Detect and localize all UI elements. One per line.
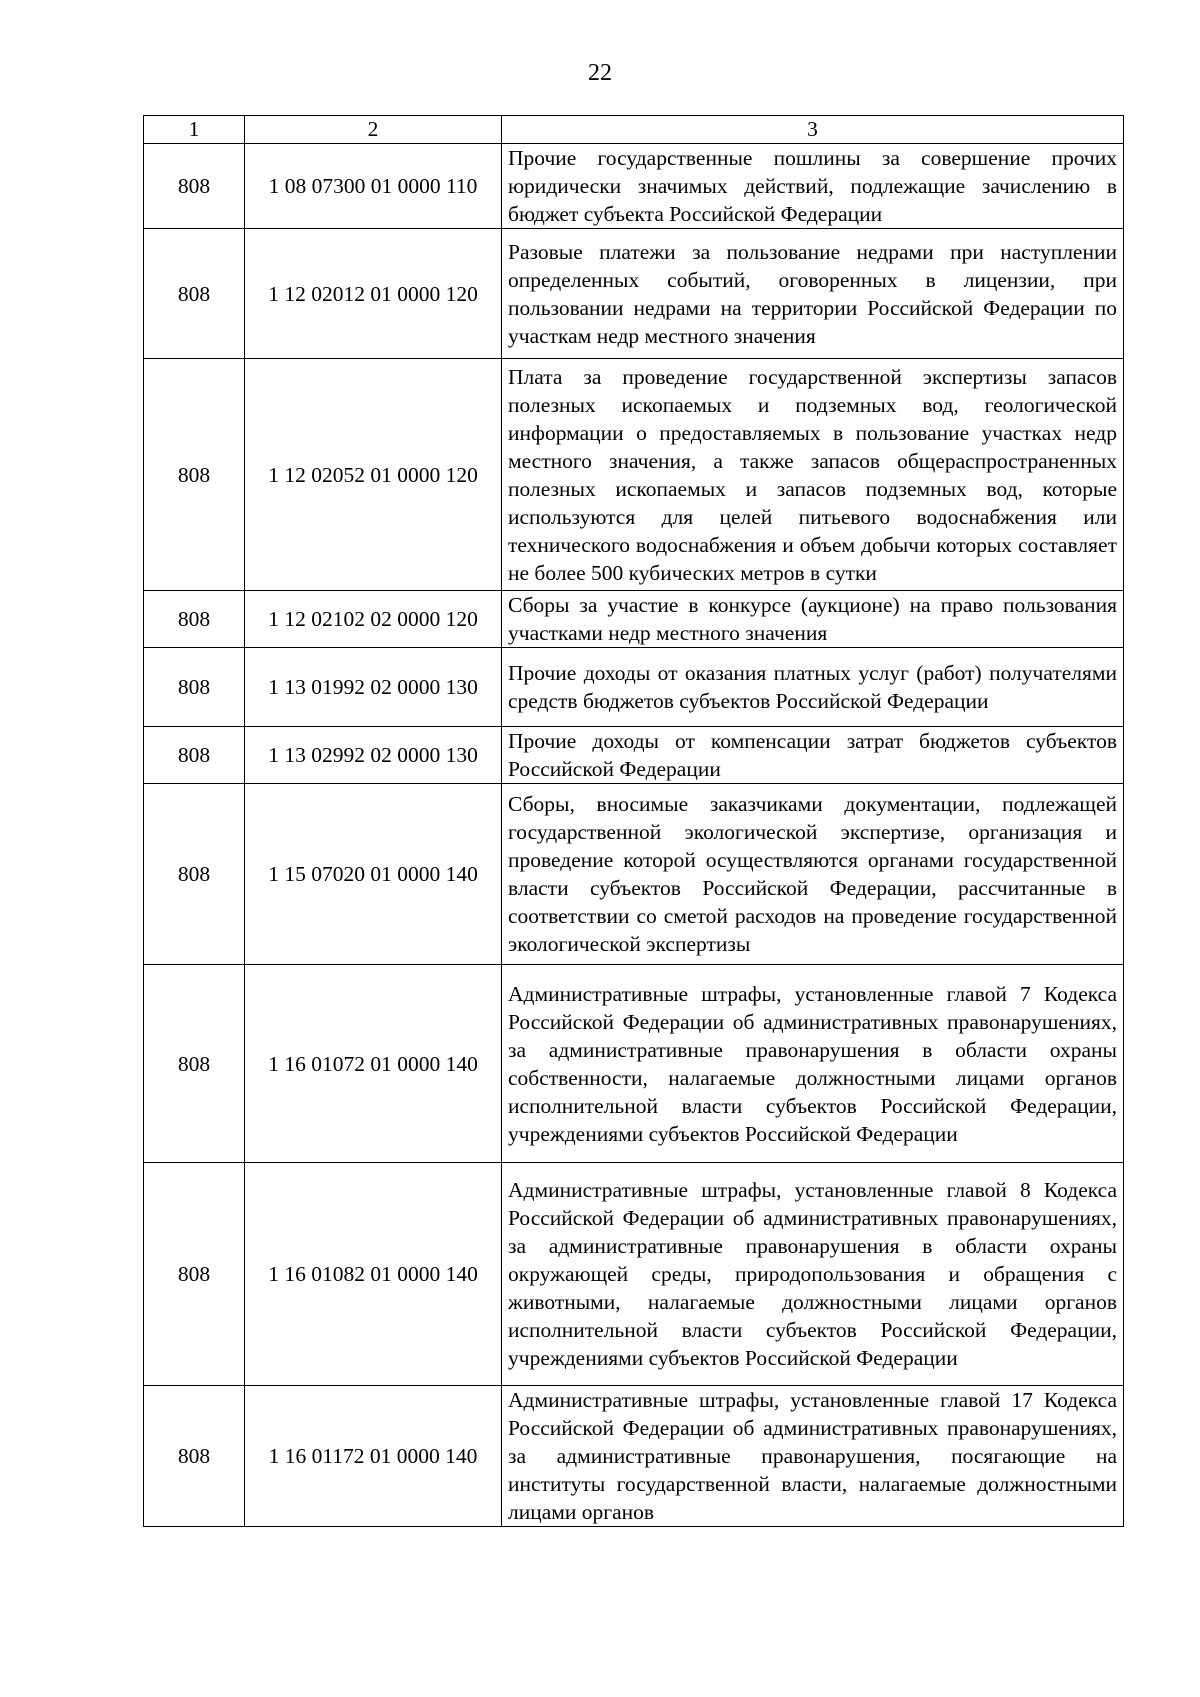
- budget-code-cell: 1 15 07020 01 0000 140: [245, 784, 502, 965]
- budget-code-cell: 1 13 01992 02 0000 130: [245, 648, 502, 727]
- description-cell: Административные штрафы, установленные главой 17 Кодекса Российской Федерации об административных правонарушениях, за административные правонарушения, посягающие на институты государственной власти, налагаемые должностными лицами органов: [502, 1386, 1124, 1527]
- page-number: 22: [588, 60, 612, 86]
- admin-code-cell: 808: [144, 591, 245, 648]
- description-cell: Прочие доходы от оказания платных услуг (работ) получателями средств бюджетов субъектов Российской Федерации: [502, 648, 1124, 727]
- table-row: [144, 1386, 1124, 1527]
- table-row: [144, 591, 1124, 648]
- budget-code-cell: 1 12 02102 02 0000 120: [245, 591, 502, 648]
- table-row: [144, 359, 1124, 591]
- budget-code-cell: 1 12 02012 01 0000 120: [245, 229, 502, 359]
- header-col-1: 1: [144, 116, 245, 144]
- budget-code-cell: 1 16 01172 01 0000 140: [245, 1386, 502, 1527]
- table-header-row: [144, 116, 1124, 144]
- table-row: [144, 1163, 1124, 1386]
- budget-code-cell: 1 16 01082 01 0000 140: [245, 1163, 502, 1386]
- table-row: [144, 144, 1124, 229]
- admin-code-cell: 808: [144, 965, 245, 1163]
- description-cell: Разовые платежи за пользование недрами при наступлении определенных событий, оговоренных в лицензии, при пользовании недрами на территории Российской Федерации по участкам недр местного значения: [502, 229, 1124, 359]
- budget-code-cell: 1 08 07300 01 0000 110: [245, 144, 502, 229]
- table-row: [144, 965, 1124, 1163]
- admin-code-cell: 808: [144, 648, 245, 727]
- admin-code-cell: 808: [144, 359, 245, 591]
- table-row: [144, 229, 1124, 359]
- description-cell: Административные штрафы, установленные главой 7 Кодекса Российской Федерации об административных правонарушениях, за административные правонарушения в области охраны собственности, налагаемые должностными лицами органов исполнительной власти субъектов Российской Федерации, учреждениями субъектов Российской Федерации: [502, 965, 1124, 1163]
- description-cell: Прочие доходы от компенсации затрат бюджетов субъектов Российской Федерации: [502, 727, 1124, 784]
- budget-code-cell: 1 16 01072 01 0000 140: [245, 965, 502, 1163]
- description-cell: Административные штрафы, установленные главой 8 Кодекса Российской Федерации об административных правонарушениях, за административные правонарушения в области охраны окружающей среды, природопользования и обращения с животными, налагаемые должностными лицами органов исполнительной власти субъектов Российской Федерации, учреждениями субъектов Российской Федерации: [502, 1163, 1124, 1386]
- revenue-codes-table: [143, 115, 1124, 1527]
- admin-code-cell: 808: [144, 144, 245, 229]
- admin-code-cell: 808: [144, 784, 245, 965]
- admin-code-cell: 808: [144, 727, 245, 784]
- admin-code-cell: 808: [144, 1163, 245, 1386]
- budget-code-cell: 1 12 02052 01 0000 120: [245, 359, 502, 591]
- description-cell: Плата за проведение государственной экспертизы запасов полезных ископаемых и подземных вод, геологической информации о предоставляемых в пользование участках недр местного значения, а также запасов общераспространенных полезных ископаемых и запасов подземных вод, которые используются для целей питьевого водоснабжения или технического водоснабжения и объем добычи которых составляет не более 500 кубических метров в сутки: [502, 359, 1124, 591]
- table-row: [144, 727, 1124, 784]
- description-cell: Сборы, вносимые заказчиками документации, подлежащей государственной экологической экспертизе, организация и проведение которой осуществляются органами государственной власти субъектов Российской Федерации, рассчитанные в соответствии со сметой расходов на проведение государственной экологической экспертизы: [502, 784, 1124, 965]
- admin-code-cell: 808: [144, 229, 245, 359]
- description-cell: Прочие государственные пошлины за совершение прочих юридически значимых действий, подлежащие зачислению в бюджет субъекта Российской Федерации: [502, 144, 1124, 229]
- header-col-3: 3: [502, 116, 1124, 144]
- header-col-2: 2: [245, 116, 502, 144]
- budget-code-cell: 1 13 02992 02 0000 130: [245, 727, 502, 784]
- admin-code-cell: 808: [144, 1386, 245, 1527]
- table-row: [144, 648, 1124, 727]
- description-cell: Сборы за участие в конкурсе (аукционе) на право пользования участками недр местного значения: [502, 591, 1124, 648]
- table-row: [144, 784, 1124, 965]
